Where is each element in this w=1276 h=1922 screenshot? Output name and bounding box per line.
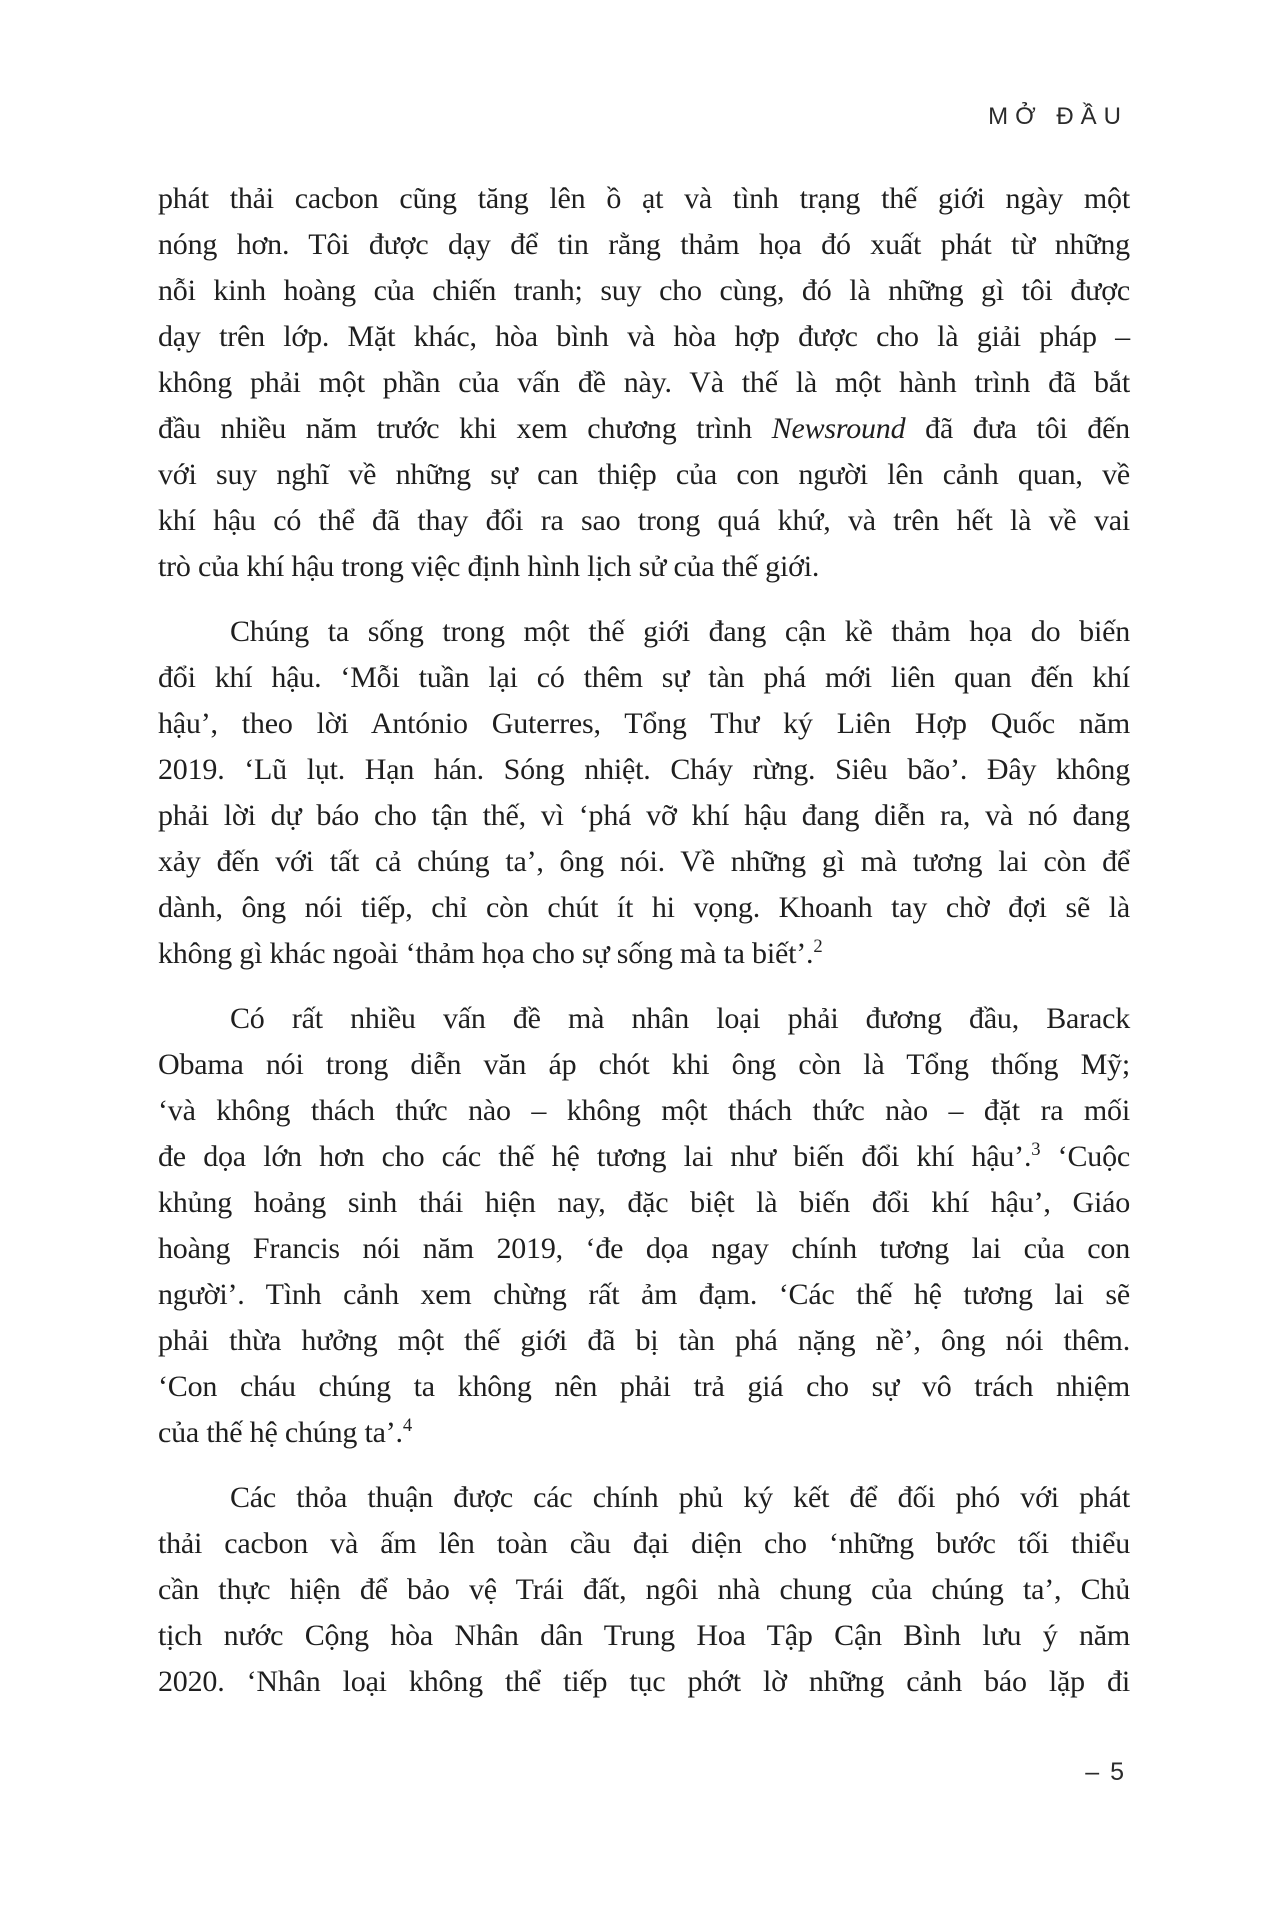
text-line [158, 1567, 1130, 1613]
text-segment: đã đưa tôi đến [905, 412, 1130, 445]
text-segment: ‘Con cháu chúng ta không nên phải trả giá cho sự vô trách nhiệm [158, 1370, 1130, 1403]
text-segment: không gì khác ngoài ‘thảm họa cho sự sống mà ta biết’. [158, 937, 814, 970]
text-line [158, 1475, 1130, 1521]
text-line [158, 1134, 1130, 1180]
text-line [158, 931, 1130, 977]
text-line [158, 655, 1130, 701]
text-segment: hậu’, theo lời António Guterres, Tổng Thư ký Liên Hợp Quốc năm [158, 707, 1130, 740]
text-line [158, 885, 1130, 931]
paragraph [158, 996, 1130, 1456]
text-line [158, 222, 1130, 268]
text-segment: người’. Tình cảnh xem chừng rất ảm đạm. ‘Các thế hệ tương lai sẽ [158, 1278, 1130, 1311]
text-line [158, 609, 1130, 655]
text-segment: đe dọa lớn hơn cho các thế hệ tương lai như biến đổi khí hậu’. [158, 1140, 1032, 1173]
text-segment: đổi khí hậu. ‘Mỗi tuần lại có thêm sự tàn phá mới liên quan đến khí [158, 661, 1130, 694]
text-line [158, 268, 1130, 314]
text-line [158, 1318, 1130, 1364]
text-line [158, 176, 1130, 222]
paragraph [158, 1475, 1130, 1705]
text-line [158, 544, 1130, 590]
text-line [158, 1272, 1130, 1318]
text-segment: Obama nói trong diễn văn áp chót khi ông còn là Tổng thống Mỹ; [158, 1048, 1130, 1081]
footnote-marker: 3 [1031, 1139, 1041, 1160]
text-line [158, 1364, 1130, 1410]
text-segment: không phải một phần của vấn đề này. Và thế là một hành trình đã bắt [158, 366, 1130, 399]
text-segment: khí hậu có thể đã thay đổi ra sao trong quá khứ, và trên hết là về vai [158, 504, 1130, 537]
text-segment: ‘Cuộc [1040, 1140, 1130, 1173]
text-segment: Các thỏa thuận được các chính phủ ký kết để đối phó với phát [230, 1481, 1130, 1514]
text-segment: của thế hệ chúng ta’. [158, 1416, 403, 1449]
text-segment: dành, ông nói tiếp, chỉ còn chút ít hi vọng. Khoanh tay chờ đợi sẽ là [158, 891, 1130, 924]
text-segment: nỗi kinh hoàng của chiến tranh; suy cho cùng, đó là những gì tôi được [158, 274, 1130, 307]
text-segment: thải cacbon và ấm lên toàn cầu đại diện cho ‘những bước tối thiểu [158, 1527, 1130, 1560]
text-segment: nóng hơn. Tôi được dạy để tin rằng thảm họa đó xuất phát từ những [158, 228, 1130, 261]
text-segment: cần thực hiện để bảo vệ Trái đất, ngôi nhà chung của chúng ta’, Chủ [158, 1573, 1130, 1606]
footnote-marker: 2 [813, 936, 823, 957]
text-segment: hoàng Francis nói năm 2019, ‘đe dọa ngay chính tương lai của con [158, 1232, 1130, 1265]
italic-text: Newsround [771, 412, 906, 445]
text-line [158, 1613, 1130, 1659]
text-line [158, 839, 1130, 885]
text-segment: khủng hoảng sinh thái hiện nay, đặc biệt là biến đổi khí hậu’, Giáo [158, 1186, 1130, 1219]
text-segment: Chúng ta sống trong một thế giới đang cận kề thảm họa do biến [230, 615, 1130, 648]
page-number: – 5 [1085, 1758, 1126, 1786]
text-line [158, 1521, 1130, 1567]
text-line [158, 1042, 1130, 1088]
text-line [158, 747, 1130, 793]
running-header: MỞ ĐẦU [988, 103, 1128, 130]
text-line [158, 1088, 1130, 1134]
text-segment: đầu nhiều năm trước khi xem chương trình [158, 412, 772, 445]
text-segment: dạy trên lớp. Mặt khác, hòa bình và hòa hợp được cho là giải pháp – [158, 320, 1130, 353]
text-line [158, 1180, 1130, 1226]
text-line [158, 1226, 1130, 1272]
text-segment: Có rất nhiều vấn đề mà nhân loại phải đương đầu, Barack [230, 1002, 1130, 1035]
text-segment: phải thừa hưởng một thế giới đã bị tàn phá nặng nề’, ông nói thêm. [158, 1324, 1130, 1357]
text-segment: phải lời dự báo cho tận thế, vì ‘phá vỡ khí hậu đang diễn ra, và nó đang [158, 799, 1130, 832]
text-line [158, 406, 1130, 452]
text-segment: 2020. ‘Nhân loại không thể tiếp tục phớt lờ những cảnh báo lặp đi [158, 1665, 1130, 1698]
paragraph [158, 609, 1130, 977]
footnote-marker: 4 [402, 1415, 412, 1436]
text-line [158, 701, 1130, 747]
text-line [158, 452, 1130, 498]
text-segment: phát thải cacbon cũng tăng lên ồ ạt và tình trạng thế giới ngày một [158, 182, 1130, 215]
text-segment: tịch nước Cộng hòa Nhân dân Trung Hoa Tập Cận Bình lưu ý năm [158, 1619, 1130, 1652]
text-segment: trò của khí hậu trong việc định hình lịch sử của thế giới. [158, 550, 820, 583]
body-text [158, 176, 1130, 1705]
text-line [158, 1659, 1130, 1705]
text-line [158, 793, 1130, 839]
text-line [158, 314, 1130, 360]
paragraph [158, 176, 1130, 590]
text-segment: ‘và không thách thức nào – không một thách thức nào – đặt ra mối [158, 1094, 1130, 1127]
text-line [158, 996, 1130, 1042]
text-segment: 2019. ‘Lũ lụt. Hạn hán. Sóng nhiệt. Cháy rừng. Siêu bão’. Đây không [158, 753, 1130, 786]
text-line [158, 1410, 1130, 1456]
text-line [158, 360, 1130, 406]
text-line [158, 498, 1130, 544]
text-segment: xảy đến với tất cả chúng ta’, ông nói. Về những gì mà tương lai còn để [158, 845, 1130, 878]
text-segment: với suy nghĩ về những sự can thiệp của con người lên cảnh quan, về [158, 458, 1130, 491]
